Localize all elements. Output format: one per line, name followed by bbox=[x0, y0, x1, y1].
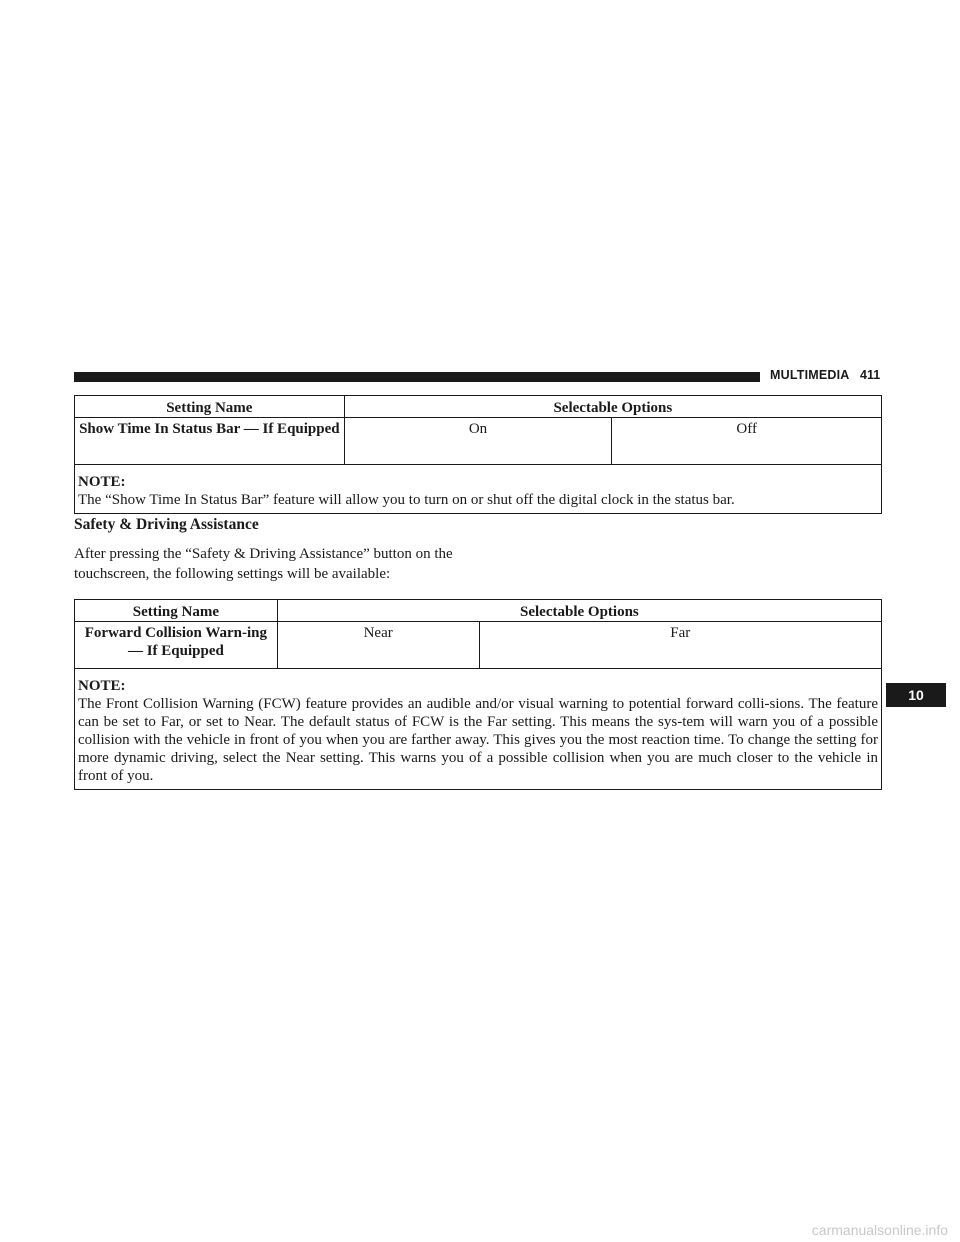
page-number: 411 bbox=[860, 368, 881, 382]
col-setting-name: Setting Name bbox=[75, 396, 345, 418]
note-label: NOTE: bbox=[78, 678, 126, 694]
note-row bbox=[75, 669, 882, 790]
section-heading: Safety & Driving Assistance bbox=[74, 516, 259, 533]
option-cell: Off bbox=[612, 418, 882, 465]
table-header-row bbox=[75, 600, 882, 622]
note-text: The “Show Time In Status Bar” feature will allow you to turn on or shut off the digital clock in the status bar. bbox=[78, 492, 735, 508]
table-header-row bbox=[75, 396, 882, 418]
note-text: The Front Collision Warning (FCW) feature provides an audible and/or visual warning to potential forward colli-sions. The feature can be set to Far, or set to Near. The default status of FCW is the Far setting. This means the sys-tem will warn you of a possible collision with the vehicle in front of you when you are farther away. This gives you the most reaction time. To change the setting for more dynamic driving, select the Near setting. This warns you of a possible collision when you are much closer to the vehicle in front of you. bbox=[78, 696, 878, 784]
setting-name-cell: Show Time In Status Bar — If Equipped bbox=[75, 418, 345, 465]
table-row bbox=[75, 622, 882, 669]
settings-table-status-bar bbox=[74, 395, 882, 514]
setting-name-cell: Forward Collision Warn-ing — If Equipped bbox=[75, 622, 278, 669]
chapter-tab: 10 bbox=[886, 683, 946, 707]
option-cell: Near bbox=[277, 622, 479, 669]
intro-paragraph: After pressing the “Safety & Driving Assistance” button on the touchscreen, the following settings will be available: bbox=[74, 546, 453, 582]
note-row bbox=[75, 465, 882, 514]
option-cell: Far bbox=[479, 622, 881, 669]
note-cell bbox=[75, 669, 882, 790]
section-title: MULTIMEDIA bbox=[770, 368, 850, 382]
col-selectable-options: Selectable Options bbox=[344, 396, 881, 418]
watermark: carmanualsonline.info bbox=[811, 1222, 948, 1238]
settings-table-fcw bbox=[74, 599, 882, 790]
col-setting-name: Setting Name bbox=[75, 600, 278, 622]
option-cell: On bbox=[344, 418, 612, 465]
note-cell bbox=[75, 465, 882, 514]
col-selectable-options: Selectable Options bbox=[277, 600, 881, 622]
table-row bbox=[75, 418, 882, 465]
note-label: NOTE: bbox=[78, 474, 126, 490]
header-rule bbox=[74, 372, 760, 382]
